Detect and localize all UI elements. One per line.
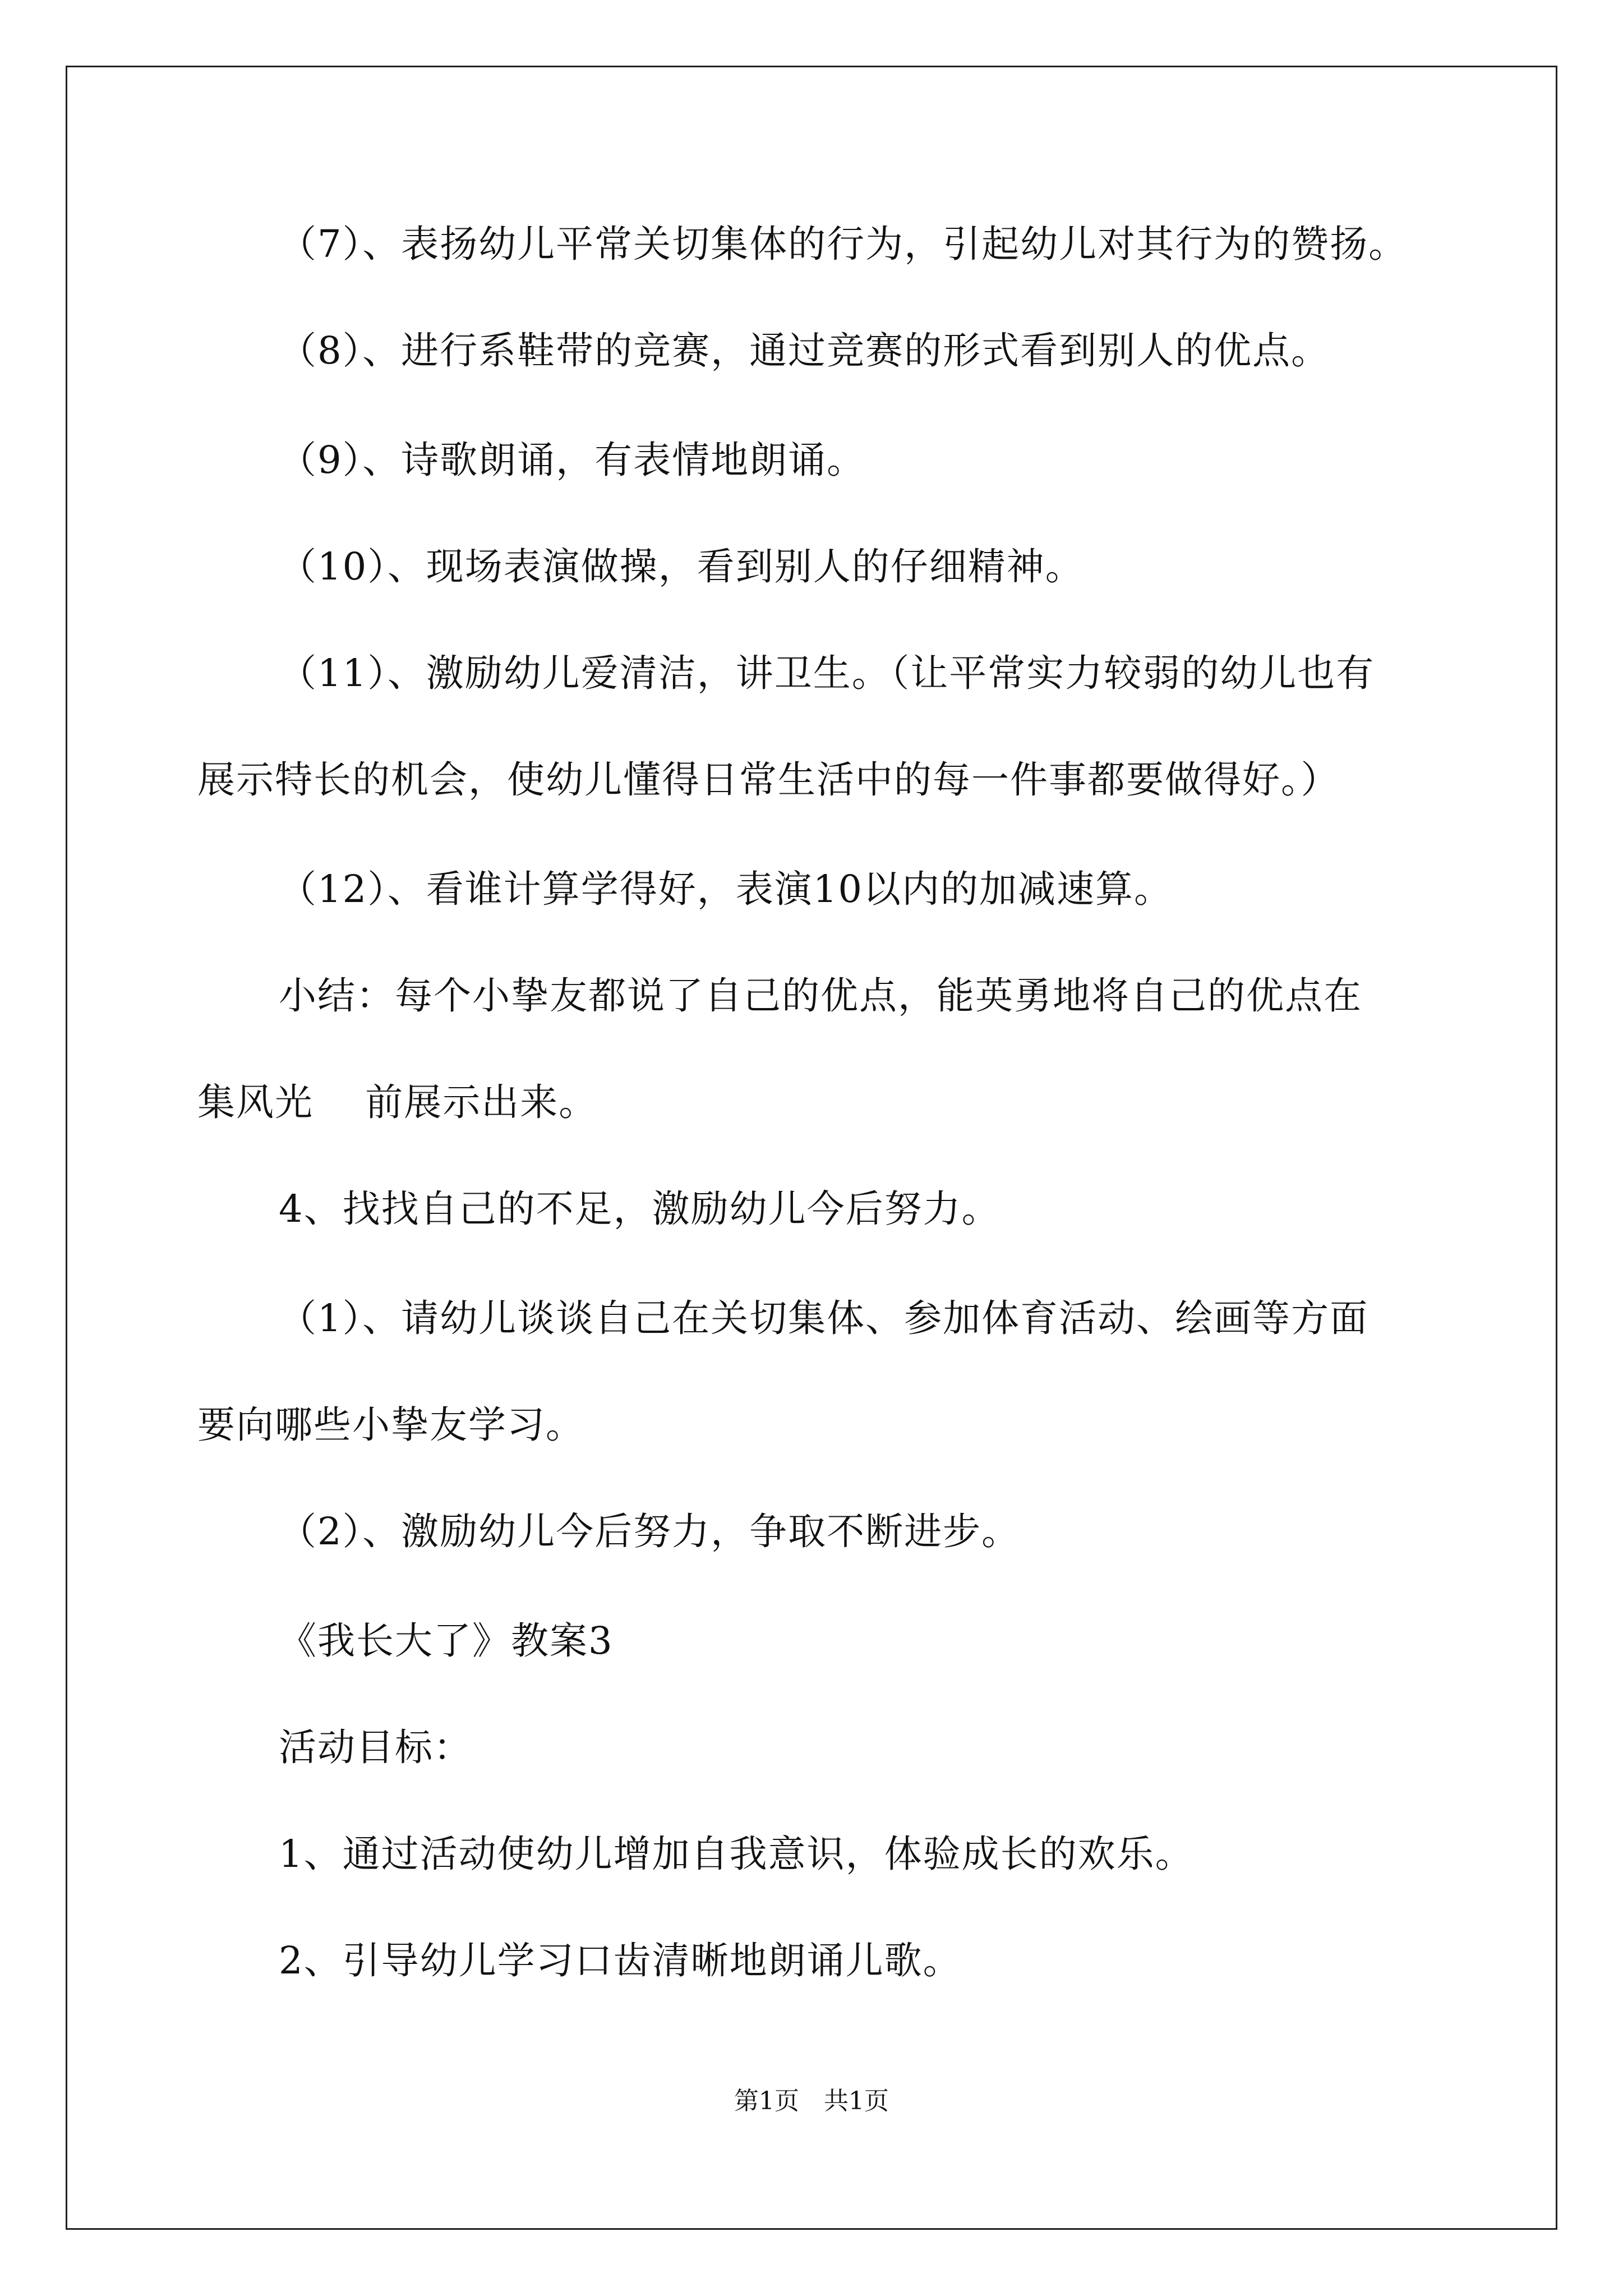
- substep-2: （2）、激励幼儿今后努力，争取不断进步。: [279, 1510, 1021, 1553]
- summary-line-1: 小结：每个小挚友都说了自己的优点，能英勇地将自己的优点在: [279, 974, 1362, 1018]
- summary-line-2: 集风光 前展示出来。: [197, 1080, 598, 1124]
- lesson-title: 《我长大了》教案3: [279, 1619, 614, 1663]
- paragraph-9: （9）、诗歌朗诵，有表情地朗诵。: [279, 438, 866, 482]
- paragraph-8: （8）、进行系鞋带的竞赛，通过竞赛的形式看到别人的优点。: [279, 329, 1330, 372]
- page-footer: 第1页 共1页: [734, 2087, 889, 2115]
- goals-heading: 活动目标：: [279, 1726, 472, 1769]
- paragraph-11-line-2: 展示特长的机会，使幼儿懂得日常生活中的每一件事都要做得好。）: [197, 758, 1340, 802]
- step-4: 4、找找自己的不足，激励幼儿今后努力。: [279, 1187, 1000, 1231]
- substep-1-line-1: （1）、请幼儿谈谈自己在关切集体、参加体育活动、绘画等方面: [279, 1296, 1369, 1340]
- paragraph-7: （7）、表扬幼儿平常关切集体的行为，引起幼儿对其行为的赞扬。: [279, 222, 1408, 266]
- goal-2: 2、引导幼儿学习口齿清晰地朗诵儿歌。: [279, 1939, 962, 1982]
- goal-1: 1、通过活动使幼儿增加自我意识，体验成长的欢乐。: [279, 1832, 1194, 1876]
- paragraph-10: （10）、现场表演做操，看到别人的仔细精神。: [279, 545, 1084, 588]
- paragraph-11-line-1: （11）、激励幼儿爱清洁，讲卫生。（让平常实力较弱的幼儿也有: [279, 651, 1375, 695]
- page-border: [66, 66, 1557, 2230]
- substep-1-line-2: 要向哪些小挚友学习。: [197, 1403, 584, 1447]
- paragraph-12: （12）、看谁计算学得好，表演10以内的加减速算。: [279, 867, 1173, 911]
